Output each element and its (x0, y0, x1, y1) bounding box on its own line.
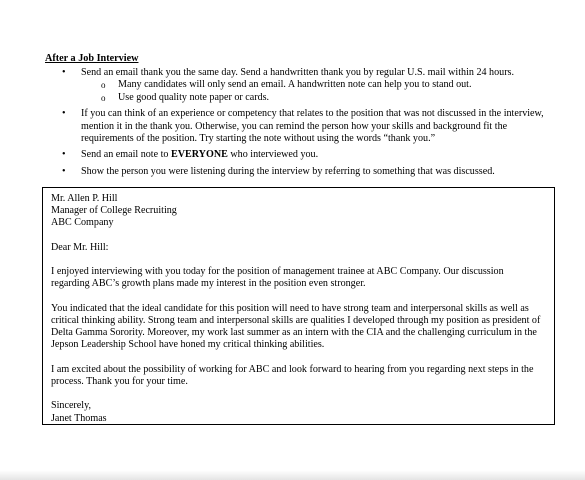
address-line: Manager of College Recruiting (51, 205, 177, 217)
letter-signoff (51, 400, 546, 424)
bullet-icon: • (62, 149, 66, 161)
letter-paragraph (51, 303, 546, 352)
paragraph-line: You indicated that the ideal candidate for this position will need to have strong team and interpersonal skills as well as (51, 302, 529, 314)
letter-paragraph (51, 266, 546, 290)
bullet-text: Send an email thank you the same day. Send a handwritten thank you by regular U.S. mail within 24 hours. (81, 67, 515, 78)
paragraph-line: I am excited about the possibility of working for ABC and look forward to hearing from you regarding next steps in the (51, 363, 534, 375)
bullet-icon: • (62, 67, 66, 78)
emphasis-text: EVERYONE (170, 149, 228, 161)
tips-list (62, 67, 562, 178)
bullet-text: Show the person you were listening during the interview by referring to something that was discussed. (81, 165, 495, 177)
circle-bullet-icon: o (101, 80, 106, 91)
bullet-text (81, 149, 562, 161)
sub-bullet-text: Use good quality note paper or cards. (118, 91, 270, 103)
paragraph-line: Jepson Leadership School have honed my critical thinking abilities. (51, 339, 325, 351)
closing: Sincerely, (51, 400, 91, 412)
sample-letter-box (42, 187, 555, 425)
list-item (62, 67, 562, 104)
bullet-text: mention it in the thank you. Otherwise, you can remind the person how your skills and background fit the (81, 120, 508, 132)
bullet-text: requirements of the position. Try starting the note without using the words “thank you.” (81, 133, 436, 145)
paragraph-line: critical thinking ability. Strong team and interpersonal skills are qualities I developed through my position as president of (51, 314, 541, 326)
address-line: Mr. Allen P. Hill (51, 193, 118, 204)
sub-bullet-text: Many candidates will only send an email. A handwritten note can help you to stand out. (118, 79, 472, 91)
circle-bullet-icon: o (101, 92, 106, 103)
recipient-address (51, 193, 546, 230)
letter-paragraph (51, 364, 546, 388)
signature-name: Janet Thomas (51, 412, 107, 424)
bullet-icon: • (62, 165, 66, 177)
list-item (62, 108, 562, 145)
sub-list-item (62, 79, 562, 91)
list-item (62, 149, 562, 161)
section-heading: After a Job Interview (45, 53, 139, 64)
bullet-text-end: who interviewed you. (227, 149, 319, 161)
salutation: Dear Mr. Hill: (51, 241, 109, 253)
paragraph-line: process. Thank you for your time. (51, 375, 188, 387)
paragraph-line: regarding ABC’s growth plans made my interest in the position even stronger. (51, 278, 366, 290)
sub-list-item (62, 92, 562, 104)
bullet-icon: • (62, 108, 66, 120)
sample-letter (51, 193, 546, 425)
bullet-text-start: Send an email note to (81, 149, 171, 161)
paragraph-line: Delta Gamma Sorority. Moreover, my work last summer as an intern with the CIA and the challenging curriculum in the (51, 327, 537, 339)
paragraph-line: I enjoyed interviewing with you today for the position of management trainee at ABC Company. Our discussion (51, 266, 504, 278)
list-item (62, 166, 562, 178)
address-line: ABC Company (51, 217, 114, 229)
bullet-text: If you can think of an experience or competency that relates to the position that was not discussed in the interview, (81, 108, 544, 120)
